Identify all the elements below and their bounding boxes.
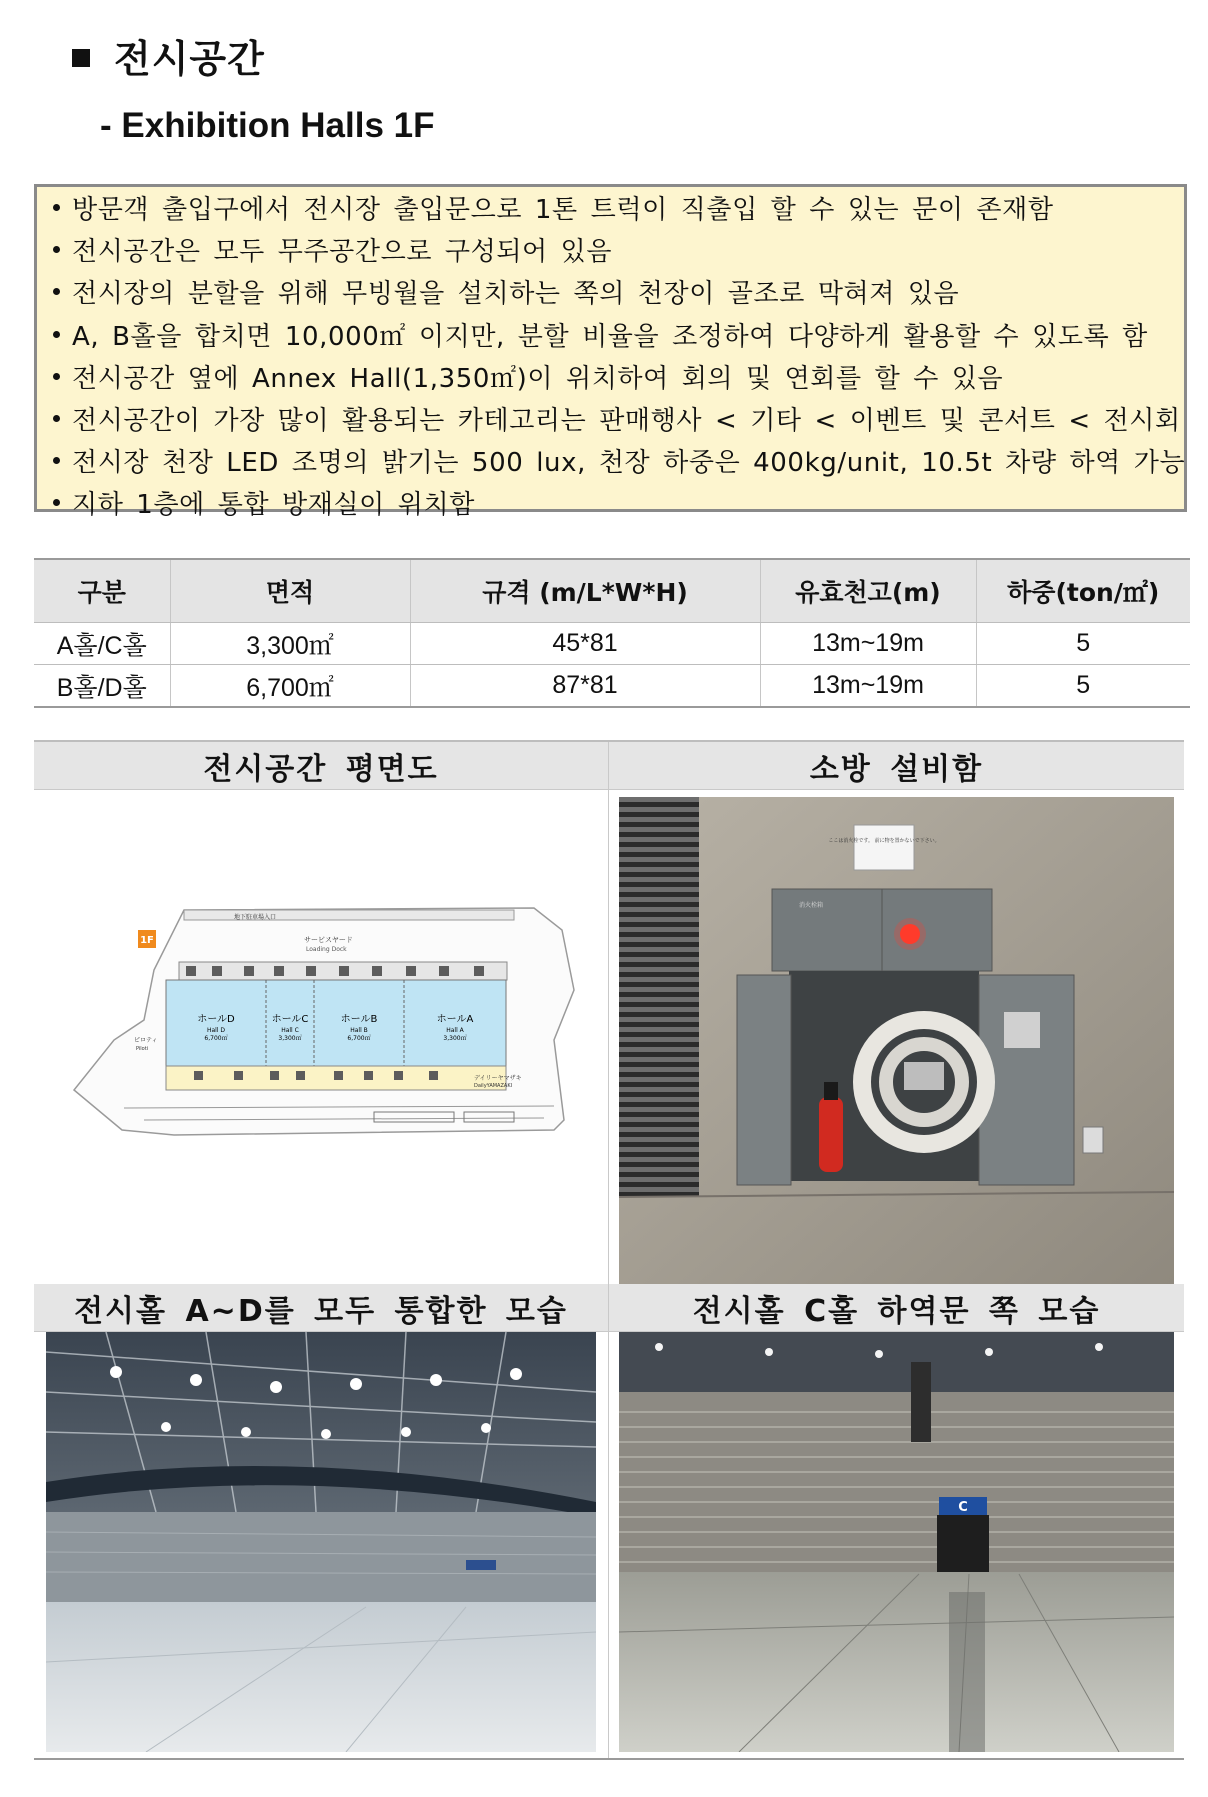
note-text: 전시장 천장 LED 조명의 밝기는 500 lux, 천장 하중은 400kg/unit, 10.5t 차량 하역 가능 — [72, 448, 1186, 479]
fire-box-caption: 소방 설비함 — [609, 742, 1184, 790]
hall-c-door-sign: C — [958, 1500, 968, 1515]
table-row — [34, 665, 1190, 708]
road-label: 地下駐車場入口 — [234, 914, 277, 921]
hall-c-area: 3,300㎡ — [278, 1035, 302, 1042]
photo-gallery — [34, 740, 1184, 1762]
cell-floor-load: 5 — [976, 623, 1190, 665]
bullet-icon — [53, 204, 60, 211]
note-text: 방문객 출입구에서 전시장 출입문으로 1톤 트럭이 직출입 할 수 있는 문이 존재함 — [72, 195, 1054, 225]
cabinet-label: 消火栓箱 — [799, 902, 824, 909]
notes-box — [34, 184, 1187, 521]
hall-all-caption: 전시홀 A~D를 모두 통합한 모습 — [34, 1284, 608, 1332]
gallery-bottom-border — [34, 1758, 1184, 1760]
cell-dimensions: 87*81 — [410, 665, 760, 708]
header-floor-load: 하중(ton/㎡) — [976, 559, 1190, 623]
hall-b-label: ホールB — [340, 1014, 378, 1025]
note-item — [49, 273, 1176, 315]
note-text: 전시공간이 가장 많이 활용되는 카테고리는 판매행사 < 기타 < 이벤트 및 콘서트 < 전시회 — [72, 406, 1181, 437]
cell-dimensions: 45*81 — [410, 623, 760, 665]
loading-dock-label: サービスヤード — [304, 936, 353, 944]
section-subtitle: - Exhibition Halls 1F — [100, 106, 435, 145]
floor-plan-image — [34, 790, 608, 1276]
store-label: デイリーヤマザキ — [474, 1075, 522, 1082]
header-area: 면적 — [170, 559, 410, 623]
cell-category: A홀/C홀 — [34, 623, 170, 665]
section-title-text: 전시공간 — [114, 37, 265, 81]
hall-c-en: Hall C — [281, 1027, 299, 1034]
hall-d-area: 6,700㎡ — [204, 1035, 228, 1042]
fire-box-photo — [619, 797, 1174, 1285]
bullet-icon — [53, 373, 60, 380]
bullet-icon — [53, 246, 60, 253]
hall-a-en: Hall A — [446, 1027, 464, 1034]
note-text: A, B홀을 합치면 10,000㎡ 이지만, 분할 비율을 조정하여 다양하게 활용할 수 있도록 함 — [72, 321, 1148, 352]
note-item — [49, 400, 1181, 442]
floor-badge: 1F — [140, 935, 154, 946]
loading-dock-label-en: Loading Dock — [306, 946, 347, 953]
pilotis-label-en: Piloti — [136, 1046, 149, 1052]
cell-ceiling-height: 13m~19m — [760, 665, 976, 708]
hall-all-photo — [46, 1332, 596, 1752]
hall-a-area: 3,300㎡ — [443, 1035, 467, 1042]
hall-b-en: Hall B — [350, 1027, 368, 1034]
header-category: 구분 — [34, 559, 170, 623]
square-bullet-icon — [72, 49, 90, 67]
note-text: 전시공간은 모두 무주공간으로 구성되어 있음 — [72, 237, 613, 268]
bullet-icon — [53, 331, 60, 338]
cell-ceiling-height: 13m~19m — [760, 623, 976, 665]
hall-d-label: ホールD — [197, 1014, 235, 1025]
hall-spec-table — [34, 558, 1190, 708]
hall-b-area: 6,700㎡ — [347, 1035, 371, 1042]
header-dimensions: 규격 (m/L*W*H) — [410, 559, 760, 623]
store-label-en: DailyYAMAZAKI — [474, 1083, 513, 1089]
note-item — [49, 231, 1176, 273]
hall-c-label: ホールC — [271, 1014, 309, 1025]
gallery-divider — [608, 742, 609, 1760]
hall-d-en: Hall D — [206, 1027, 226, 1034]
table-header-row — [34, 559, 1190, 623]
floor-plan-caption: 전시공간 평면도 — [34, 742, 608, 790]
note-text: 지하 1층에 통합 방재실이 위치함 — [72, 490, 475, 521]
cell-category: B홀/D홀 — [34, 665, 170, 708]
table-row — [34, 623, 1190, 665]
pilotis-label: ピロティ — [134, 1037, 158, 1044]
notes-list — [49, 189, 1186, 527]
bullet-icon — [53, 415, 60, 422]
hall-a-label: ホールA — [436, 1014, 474, 1025]
note-text: 전시공간 옆에 Annex Hall(1,350㎡)이 위치하여 회의 및 연회를 할 수 있음 — [72, 363, 1004, 394]
note-item — [49, 316, 1176, 358]
section-title — [72, 28, 265, 83]
hall-c-caption: 전시홀 C홀 하역문 쪽 모습 — [609, 1284, 1184, 1332]
note-item — [49, 484, 1176, 526]
bullet-icon — [53, 288, 60, 295]
fire-sign-text: ここは消火栓です。 前に物を置かないで下さい。 — [828, 838, 940, 844]
header-ceiling-height: 유효천고(m) — [760, 559, 976, 623]
note-item — [49, 189, 1176, 231]
note-item — [49, 442, 1186, 484]
bullet-icon — [53, 457, 60, 464]
cell-area: 3,300㎡ — [170, 623, 410, 665]
bullet-icon — [53, 499, 60, 506]
note-text: 전시장의 분할을 위해 무빙월을 설치하는 쪽의 천장이 골조로 막혀져 있음 — [72, 279, 960, 310]
cell-area: 6,700㎡ — [170, 665, 410, 708]
cell-floor-load: 5 — [976, 665, 1190, 708]
hall-c-photo — [619, 1332, 1174, 1752]
note-item — [49, 358, 1176, 400]
